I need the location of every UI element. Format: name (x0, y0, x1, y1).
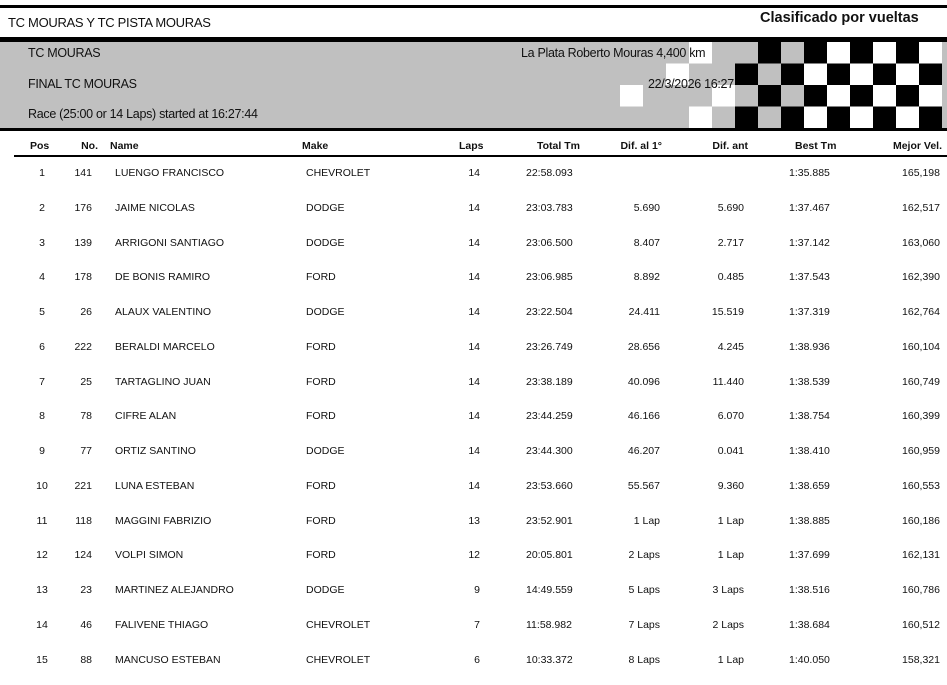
cell-laps: 14 (468, 271, 480, 284)
cell-total-time: 10:33.372 (526, 653, 573, 666)
table-row (0, 341, 947, 361)
cell-dif-prev: 9.360 (717, 479, 744, 492)
cell-dif-first: 8.892 (633, 271, 660, 284)
cell-pos: 7 (39, 375, 45, 388)
top-rule (0, 5, 947, 8)
cell-name: CIFRE ALAN (115, 410, 177, 423)
cell-pos: 13 (36, 584, 48, 596)
race-datetime: 22/3/2026 16:27 (648, 77, 734, 91)
cell-make: DODGE (306, 584, 345, 596)
cell-no: 222 (74, 340, 92, 353)
cell-total-time: 23:06.985 (526, 271, 573, 284)
table-row (0, 410, 947, 430)
table-row (0, 584, 947, 604)
cell-make: CHEVROLET (306, 618, 371, 631)
cell-pos: 14 (36, 618, 48, 631)
cell-dif-prev: 1 Lap (717, 549, 744, 562)
table-row (0, 306, 947, 326)
cell-best-speed: 162,764 (902, 306, 940, 318)
cell-dif-first: 55.567 (627, 479, 660, 492)
cell-no: 176 (74, 201, 92, 214)
cell-best-time: 1:38.754 (789, 410, 830, 423)
cell-total-time: 23:44.300 (526, 445, 573, 457)
cell-best-time: 1:37.467 (789, 201, 830, 214)
cell-best-time: 1:38.684 (789, 618, 830, 631)
cell-best-speed: 162,390 (902, 271, 940, 284)
cell-pos: 12 (36, 549, 48, 562)
race-info: Race (25:00 or 14 Laps) started at 16:27:44 (28, 107, 258, 121)
cell-laps: 14 (468, 236, 480, 249)
cell-laps: 6 (474, 653, 480, 666)
cell-best-speed: 160,399 (902, 410, 940, 423)
cell-dif-first: 46.166 (627, 410, 660, 423)
cell-no: 25 (80, 375, 92, 388)
cell-name: ORTIZ SANTINO (115, 445, 196, 457)
cell-best-time: 1:38.410 (789, 445, 830, 457)
cell-name: LUENGO FRANCISCO (115, 167, 225, 179)
cell-name: MANCUSO ESTEBAN (115, 653, 221, 666)
cell-no: 26 (80, 306, 92, 318)
cell-laps: 14 (468, 340, 480, 353)
col-dif-first: Dif. al 1° (620, 140, 662, 152)
cell-pos: 3 (39, 236, 45, 249)
cell-best-time: 1:37.319 (789, 306, 830, 318)
cell-dif-prev: 2 Laps (712, 618, 744, 631)
cell-best-speed: 160,512 (902, 618, 940, 631)
col-total-time: Total Tm (537, 140, 580, 152)
cell-total-time: 11:58.982 (526, 618, 572, 631)
cell-dif-prev: 4.245 (717, 340, 744, 353)
cell-name: JAIME NICOLAS (115, 201, 195, 214)
cell-no: 118 (75, 514, 92, 527)
cell-pos: 1 (39, 167, 45, 179)
cell-make: CHEVROLET (306, 653, 371, 666)
cell-dif-first: 7 Laps (628, 618, 660, 631)
cell-name: ARRIGONI SANTIAGO (115, 236, 225, 249)
cell-best-time: 1:38.885 (789, 514, 830, 527)
table-row (0, 445, 947, 465)
cell-name: BERALDI MARCELO (115, 340, 215, 353)
cell-dif-first: 40.096 (627, 375, 660, 388)
cell-make: CHEVROLET (306, 167, 371, 179)
cell-make: DODGE (306, 236, 345, 249)
cell-total-time: 23:38.189 (526, 375, 573, 388)
col-best-time: Best Tm (795, 140, 837, 152)
cell-dif-first: 5 Laps (628, 584, 660, 596)
cell-best-time: 1:40.050 (789, 653, 830, 666)
cell-name: LUNA ESTEBAN (115, 479, 195, 492)
cell-best-speed: 162,517 (902, 201, 940, 214)
cell-total-time: 20:05.801 (526, 549, 573, 562)
series-title: TC MOURAS Y TC PISTA MOURAS (8, 15, 211, 30)
cell-best-speed: 160,786 (902, 584, 940, 596)
cell-best-time: 1:37.699 (789, 549, 830, 562)
col-best-speed: Mejor Vel. (892, 140, 942, 152)
cell-pos: 11 (36, 514, 48, 527)
cell-no: 221 (74, 479, 92, 492)
category-name: TC MOURAS (28, 46, 101, 60)
cell-total-time: 23:44.259 (526, 410, 573, 423)
col-dif-prev: Dif. ant (712, 140, 748, 152)
cell-name: MARTINEZ ALEJANDRO (115, 584, 234, 596)
cell-pos: 5 (39, 306, 45, 318)
cell-best-speed: 158,321 (902, 653, 940, 666)
cell-total-time: 23:53.660 (526, 479, 573, 492)
cell-dif-first: 2 Laps (628, 549, 660, 562)
cell-pos: 15 (36, 653, 48, 666)
cell-best-time: 1:35.885 (789, 167, 830, 179)
cell-make: FORD (306, 340, 336, 353)
cell-dif-prev: 3 Laps (712, 584, 744, 596)
cell-best-time: 1:38.936 (789, 340, 830, 353)
cell-make: FORD (306, 410, 336, 423)
cell-make: DODGE (306, 201, 345, 214)
cell-dif-prev: 0.485 (717, 271, 744, 284)
cell-make: DODGE (306, 306, 345, 318)
table-row (0, 271, 947, 291)
cell-best-speed: 160,186 (902, 514, 940, 527)
cell-best-time: 1:37.142 (789, 236, 830, 249)
cell-best-speed: 163,060 (902, 236, 940, 249)
cell-name: VOLPI SIMON (115, 549, 184, 562)
cell-no: 124 (74, 549, 92, 562)
circuit-name: La Plata Roberto Mouras 4,400 km (521, 46, 706, 60)
col-make: Make (302, 140, 329, 152)
cell-dif-prev: 2.717 (717, 236, 744, 249)
cell-dif-first: 8 Laps (628, 653, 660, 666)
cell-best-speed: 160,959 (902, 445, 940, 457)
header-bottom-bar (0, 128, 947, 131)
cell-best-speed: 160,104 (902, 340, 940, 353)
cell-pos: 6 (39, 340, 45, 353)
cell-make: FORD (306, 375, 336, 388)
cell-laps: 13 (468, 514, 480, 527)
cell-make: FORD (306, 514, 336, 527)
race-header (0, 42, 947, 128)
cell-laps: 14 (468, 306, 480, 318)
cell-dif-prev: 11.440 (712, 375, 744, 388)
cell-dif-prev: 0.041 (717, 445, 744, 457)
cell-pos: 2 (39, 201, 45, 214)
table-row (0, 654, 947, 674)
session-name: FINAL TC MOURAS (28, 77, 137, 91)
cell-best-time: 1:37.543 (789, 271, 830, 284)
cell-pos: 10 (36, 479, 48, 492)
cell-total-time: 23:26.749 (526, 340, 573, 353)
cell-no: 77 (80, 445, 92, 457)
cell-no: 141 (74, 167, 92, 179)
col-pos: Pos (30, 140, 50, 152)
cell-name: TARTAGLINO JUAN (115, 375, 211, 388)
table-row (0, 202, 947, 222)
table-row (0, 619, 947, 639)
col-name: Name (110, 140, 139, 152)
cell-make: DODGE (306, 445, 345, 457)
cell-no: 178 (74, 271, 92, 284)
cell-pos: 9 (39, 445, 45, 457)
cell-dif-first: 5.690 (633, 201, 660, 214)
cell-laps: 14 (468, 479, 480, 492)
cell-laps: 9 (474, 584, 480, 596)
cell-make: FORD (306, 549, 336, 562)
cell-dif-first: 46.207 (627, 445, 660, 457)
table-row (0, 167, 947, 187)
cell-name: DE BONIS RAMIRO (115, 271, 211, 284)
cell-no: 139 (74, 236, 92, 249)
cell-dif-prev: 5.690 (717, 201, 744, 214)
table-row (0, 549, 947, 569)
cell-laps: 14 (468, 410, 480, 423)
table-row (0, 480, 947, 500)
cell-dif-first: 24.411 (628, 306, 660, 318)
classification-label: Clasificado por vueltas (760, 10, 919, 26)
cell-best-speed: 165,198 (902, 167, 940, 179)
col-laps: Laps (459, 140, 484, 152)
cell-make: FORD (306, 479, 336, 492)
cell-no: 23 (80, 584, 92, 596)
cell-laps: 14 (468, 167, 480, 179)
table-row (0, 515, 947, 535)
cell-name: ALAUX VALENTINO (115, 306, 212, 318)
cell-dif-prev: 15.519 (711, 306, 744, 318)
cell-laps: 14 (468, 375, 480, 388)
cell-no: 46 (80, 618, 92, 631)
cell-best-speed: 160,749 (902, 375, 940, 388)
cell-total-time: 23:06.500 (526, 236, 573, 249)
cell-dif-prev: 1 Lap (717, 514, 744, 527)
cell-no: 88 (80, 653, 92, 666)
cell-dif-first: 8.407 (633, 236, 660, 249)
cell-pos: 4 (39, 271, 45, 284)
cell-best-time: 1:38.539 (789, 375, 830, 388)
cell-name: FALIVENE THIAGO (115, 618, 209, 631)
cell-dif-first: 1 Lap (633, 514, 660, 527)
cell-name: MAGGINI FABRIZIO (115, 514, 212, 527)
cell-best-speed: 160,553 (902, 479, 940, 492)
cell-best-time: 1:38.659 (789, 479, 830, 492)
cell-total-time: 14:49.559 (526, 584, 573, 596)
cell-total-time: 23:03.783 (526, 201, 573, 214)
column-header-rule (14, 155, 947, 157)
cell-dif-prev: 6.070 (717, 410, 744, 423)
cell-pos: 8 (39, 410, 45, 423)
cell-dif-prev: 1 Lap (717, 653, 744, 666)
cell-laps: 7 (474, 618, 480, 631)
cell-best-time: 1:38.516 (789, 584, 830, 596)
table-row (0, 237, 947, 257)
cell-make: FORD (306, 271, 336, 284)
cell-total-time: 23:22.504 (526, 306, 573, 318)
cell-best-speed: 162,131 (902, 549, 940, 562)
cell-laps: 14 (468, 445, 480, 457)
cell-total-time: 22:58.093 (526, 167, 573, 179)
cell-dif-first: 28.656 (627, 340, 660, 353)
cell-laps: 14 (468, 201, 480, 214)
cell-laps: 12 (468, 549, 480, 562)
cell-total-time: 23:52.901 (526, 514, 573, 527)
table-row (0, 376, 947, 396)
cell-no: 78 (80, 410, 92, 423)
col-no: No. (81, 140, 98, 152)
